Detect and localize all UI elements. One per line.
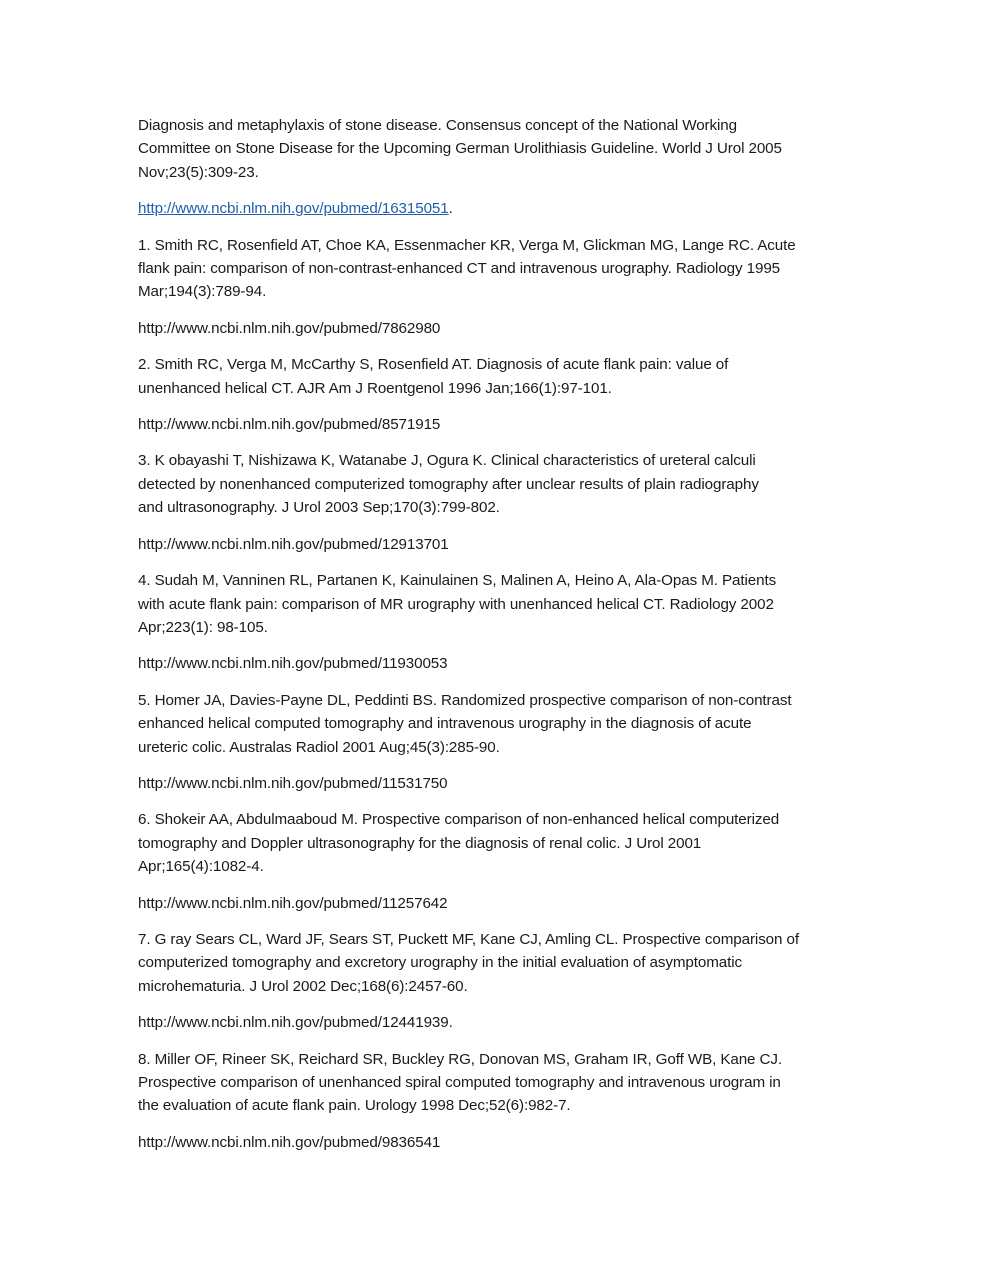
- citation-line: 4. Sudah M, Vanninen RL, Partanen K, Kainulainen S, Malinen A, Heino A, Ala-Opas M. Patients: [138, 572, 777, 590]
- citation-line: detected by nonenhanced computerized tomography after unclear results of plain radiography: [138, 475, 759, 493]
- reference-url-4: http://www.ncbi.nlm.nih.gov/pubmed/11930053: [138, 655, 448, 673]
- reference-url-5: http://www.ncbi.nlm.nih.gov/pubmed/11531750: [138, 774, 448, 792]
- reference-citation-3: [138, 449, 848, 519]
- reference-citation-5: [138, 689, 848, 759]
- url-suffix: .: [448, 200, 453, 218]
- reference-url-7: http://www.ncbi.nlm.nih.gov/pubmed/12441939.: [138, 1014, 453, 1032]
- reference-citation-6: [138, 808, 848, 878]
- reference-url-1: http://www.ncbi.nlm.nih.gov/pubmed/7862980: [138, 319, 441, 337]
- citation-line: ureteric colic. Australas Radiol 2001 Aug;45(3):285-90.: [138, 738, 500, 756]
- reference-citation-7: [138, 928, 848, 998]
- citation-line: flank pain: comparison of non-contrast-enhanced CT and intravenous urography. Radiology 1995: [138, 260, 781, 278]
- reference-citation-2: [138, 353, 848, 400]
- reference-url-8: http://www.ncbi.nlm.nih.gov/pubmed/9836541: [138, 1133, 441, 1151]
- citation-line: 8. Miller OF, Rineer SK, Reichard SR, Buckley RG, Donovan MS, Graham IR, Goff WB, Kane CJ.: [138, 1050, 783, 1068]
- citation-line: Apr;223(1): 98-105.: [138, 618, 268, 636]
- citation-line: microhematuria. J Urol 2002 Dec;168(6):2457-60.: [138, 977, 468, 995]
- citation-line: Prospective comparison of unenhanced spiral computed tomography and intravenous urogram in: [138, 1074, 781, 1091]
- citation-line: 5. Homer JA, Davies-Payne DL, Peddinti BS. Randomized prospective comparison of non-contrast: [138, 691, 792, 709]
- reference-list: [138, 114, 848, 1167]
- citation-line: 6. Shokeir AA, Abdulmaaboud M. Prospective comparison of non-enhanced helical computerized: [138, 811, 780, 829]
- citation-line: 3. K obayashi T, Nishizawa K, Watanabe J, Ogura K. Clinical characteristics of ureteral calculi: [138, 452, 756, 470]
- citation-line: Diagnosis and metaphylaxis of stone disease. Consensus concept of the National Working: [138, 117, 737, 134]
- citation-line: unenhanced helical CT. AJR Am J Roentgenol 1996 Jan;166(1):97-101.: [138, 379, 612, 397]
- reference-url-3: http://www.ncbi.nlm.nih.gov/pubmed/12913701: [138, 535, 449, 553]
- citation-line: 7. G ray Sears CL, Ward JF, Sears ST, Puckett MF, Kane CJ, Amling CL. Prospective comparison of: [138, 930, 799, 948]
- citation-line: 2. Smith RC, Verga M, McCarthy S, Rosenfield AT. Diagnosis of acute flank pain: value of: [138, 356, 729, 374]
- reference-citation-1: [138, 234, 848, 304]
- intro-citation: [138, 114, 848, 184]
- intro-url-line: [138, 197, 848, 220]
- citation-line: the evaluation of acute flank pain. Urology 1998 Dec;52(6):982-7.: [138, 1097, 571, 1115]
- citation-line: with acute flank pain: comparison of MR urography with unenhanced helical CT. Radiology 2002: [138, 595, 774, 613]
- citation-line: enhanced helical computed tomography and intravenous urography in the diagnosis of acute: [138, 715, 752, 733]
- pubmed-link[interactable]: http://www.ncbi.nlm.nih.gov/pubmed/16315051: [138, 200, 449, 218]
- citation-line: Nov;23(5):309-23.: [138, 163, 259, 181]
- citation-line: Apr;165(4):1082-4.: [138, 858, 264, 876]
- citation-line: Committee on Stone Disease for the Upcoming German Urolithiasis Guideline. World J Urol 2005: [138, 140, 782, 158]
- citation-line: computerized tomography and excretory urography in the initial evaluation of asymptomatic: [138, 954, 742, 972]
- reference-citation-4: [138, 569, 848, 639]
- reference-citation-8: [138, 1048, 848, 1118]
- reference-url-2: http://www.ncbi.nlm.nih.gov/pubmed/8571915: [138, 416, 441, 434]
- citation-line: and ultrasonography. J Urol 2003 Sep;170(3):799-802.: [138, 499, 500, 517]
- citation-line: 1. Smith RC, Rosenfield AT, Choe KA, Essenmacher KR, Verga M, Glickman MG, Lange RC. Acute: [138, 236, 796, 254]
- citation-line: Mar;194(3):789-94.: [138, 283, 267, 301]
- citation-line: tomography and Doppler ultrasonography for the diagnosis of renal colic. J Urol 2001: [138, 834, 702, 852]
- reference-url-6: http://www.ncbi.nlm.nih.gov/pubmed/11257642: [138, 894, 448, 912]
